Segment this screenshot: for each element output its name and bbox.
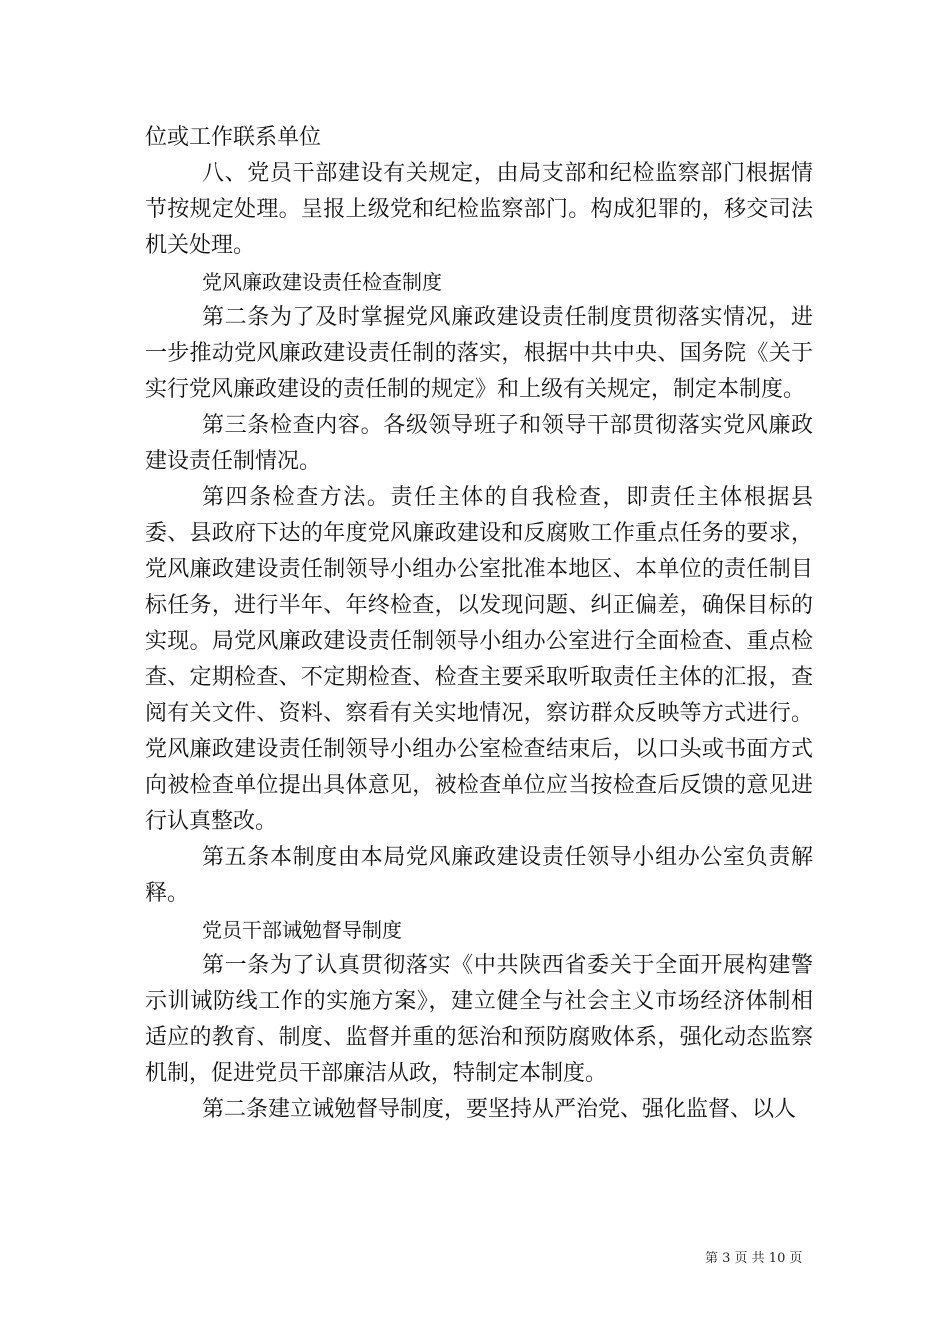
section-heading-admonition-system: 党员干部诫勉督导制度 [202,918,402,942]
paragraph-continuation: 位或工作联系单位 [145,125,322,150]
paragraph-article-eight: 八、党员干部建设有关规定，由局支部和纪检监察部门根据情节按规定处理。呈报上级党和纪检监察部门。构成犯罪的，移交司法机关处理。 [145,161,813,258]
paragraph-article-two: 第二条为了及时掌握党风廉政建设责任制度贯彻落实情况，进一步推动党风廉政建设责任制的落实，根据中共中央、国务院《关于实行党风廉政建设的责任制的规定》和上级有关规定，制定本制度。 [145,305,813,402]
document-body [145,120,813,1128]
paragraph-article-five: 第五条本制度由本局党风廉政建设责任领导小组办公室负责解释。 [145,845,813,906]
page-number-footer: 第 3 页 共 10 页 [705,1251,803,1266]
paragraph-article-one: 第一条为了认真贯彻落实《中共陕西省委关于全面开展构建警示训诫防线工作的实施方案》，建立健全与社会主义市场经济体制相适应的教育、制度、监督并重的惩治和预防腐败体系，强化动态监察机制，促进党员干部廉洁从政，特制定本制度。 [145,953,813,1086]
paragraph-article-four: 第四条检查方法。责任主体的自我检查，即责任主体根据县委、县政府下达的年度党风廉政建设和反腐败工作重点任务的要求，党风廉政建设责任制领导小组办公室批准本地区、本单位的责任制目标任务，进行半年、年终检查，以发现问题、纠正偏差，确保目标的实现。局党风廉政建设责任制领导小组办公室进行全面检查、重点检查、定期检查、不定期检查、检查主要采取听取责任主体的汇报，查阅有关文件、资料、察看有关实地情况，察访群众反映等方式进行。党风廉政建设责任制领导小组办公室检查结束后，以口头或书面方式向被检查单位提出具体意见，被检查单位应当按检查后反馈的意见进行认真整改。 [145,485,813,834]
paragraph-article-two-admonition: 第二条建立诫勉督导制度，要坚持从严治党、强化监督、以人 [202,1097,797,1122]
section-heading-inspection-system: 党风廉政建设责任检查制度 [202,270,442,294]
paragraph-article-three: 第三条检查内容。各级领导班子和领导干部贯彻落实党风廉政建设责任制情况。 [145,413,813,474]
